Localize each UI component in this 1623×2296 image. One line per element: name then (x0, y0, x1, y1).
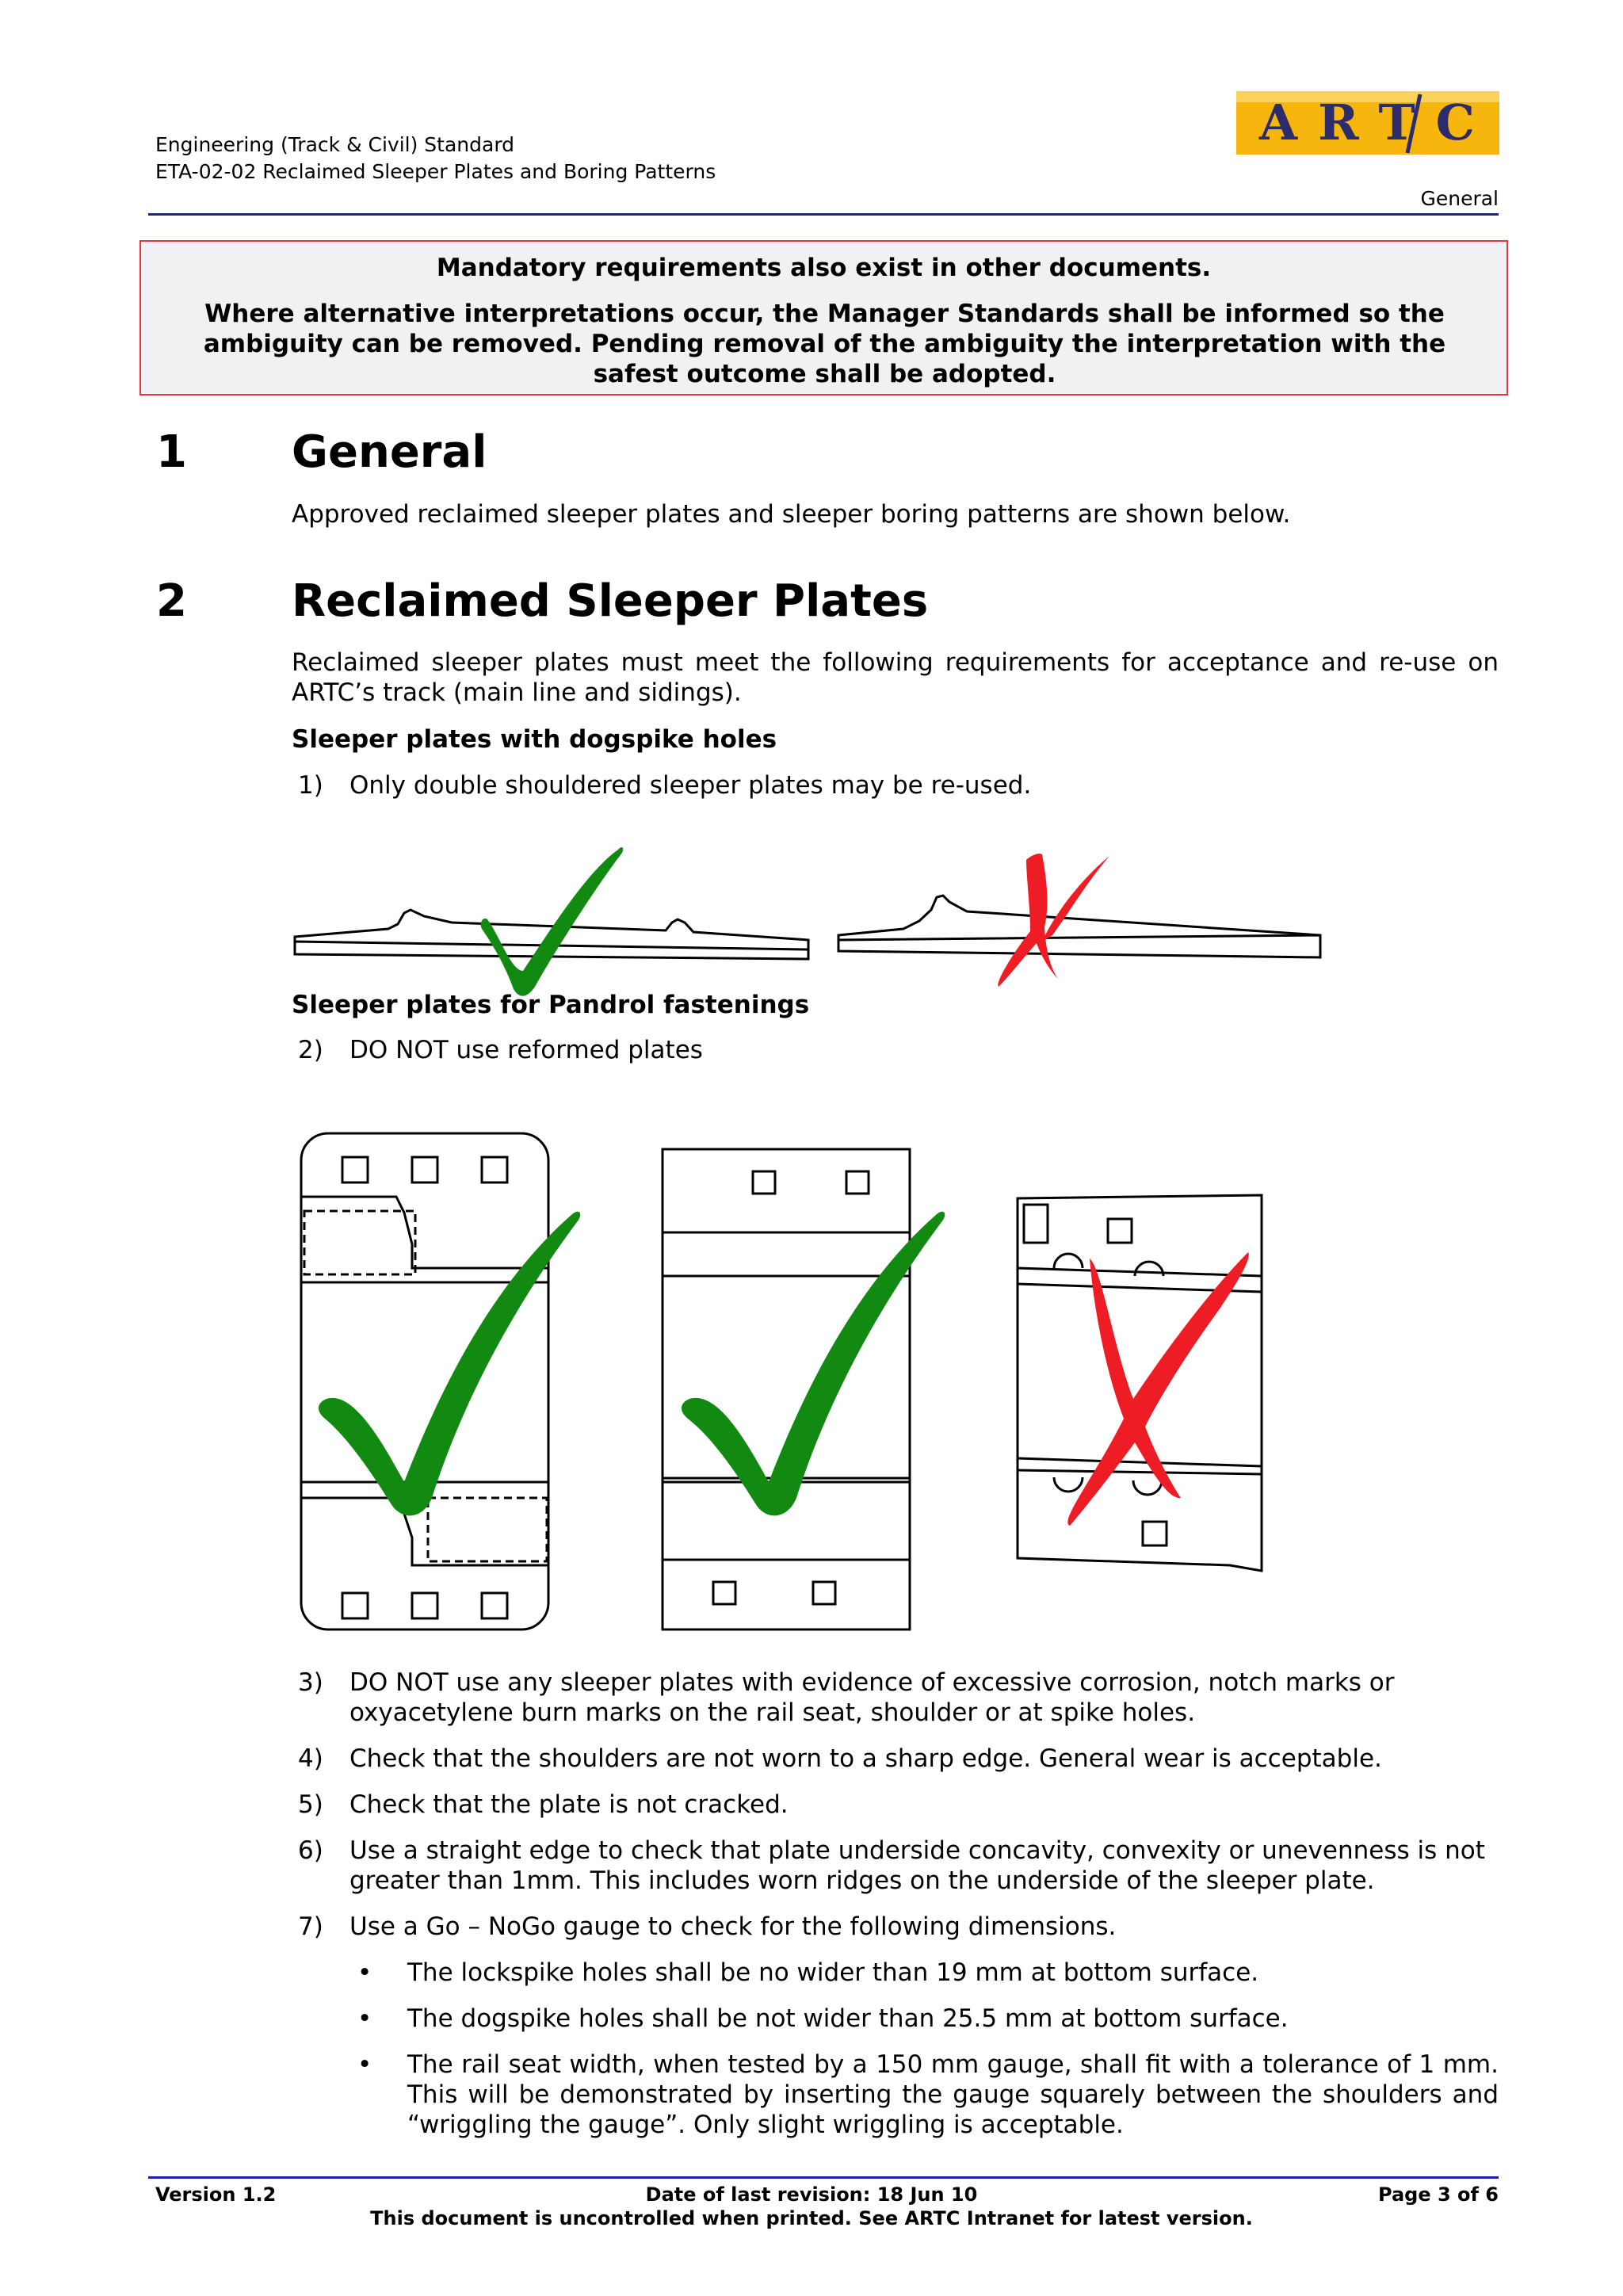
check-mark-icon (682, 1212, 945, 1516)
footer-rule (148, 2176, 1499, 2179)
item-text: Use a Go – NoGo gauge to check for the following dimensions. (349, 1912, 1117, 1941)
section-1-body: Approved reclaimed sleeper plates and sleeper boring patterns are shown below. (292, 500, 1291, 529)
pandrol-plates-figure (293, 1125, 1292, 1633)
footer-note: This document is uncontrolled when printed. See ARTC Intranet for latest version. (370, 2207, 1253, 2229)
notice-line-2: Where alternative interpretations occur, the Manager Standards shall be informed so the ambiguity can be removed. Pending removal of the ambiguity the interpretation with the safest outcome shall be adopted. (203, 300, 1446, 388)
item-text: Use a straight edge to check that plate underside concavity, convexity or unevenness is not greater than 1mm. This includes worn ridges on the underside of the sleeper plate. (349, 1836, 1485, 1895)
item-text: Only double shouldered sleeper plates may be re-used. (349, 771, 1032, 800)
item-number: 5) (298, 1790, 323, 1819)
single-shoulder-plate-profile (838, 896, 1320, 957)
header-section: General (1420, 187, 1499, 210)
bullet-glyph: • (357, 2004, 372, 2033)
artc-logo (1236, 91, 1499, 155)
footer-version: Version 1.2 (155, 2183, 277, 2206)
item-text: Check that the plate is not cracked. (349, 1790, 789, 1819)
logo-text: ARTC (1258, 94, 1496, 151)
item-number: 7) (298, 1912, 323, 1941)
item-number: 3) (298, 1668, 323, 1697)
check-mark-icon (319, 1212, 580, 1516)
bullet-glyph: • (357, 2050, 372, 2079)
footer-date: Date of last revision: 18 Jun 10 (645, 2183, 978, 2206)
check-mark-icon (481, 847, 624, 996)
section-1-number: 1 (156, 426, 187, 478)
item-number: 6) (298, 1836, 323, 1865)
cross-mark-icon (1067, 1252, 1248, 1526)
item-text: Check that the shoulders are not worn to a sharp edge. General wear is acceptable. (349, 1744, 1382, 1773)
bullet-text: The rail seat width, when tested by a 150 mm gauge, shall fit with a tolerance of 1 mm. This will be demonstrated by inserting the gauge squarely between the shoulders and “wriggling the gauge”. Only slight wriggling is acceptable. (407, 2050, 1499, 2139)
bullet-glyph: • (357, 1958, 372, 1987)
subheading-dogspike: Sleeper plates with dogspike holes (292, 725, 777, 754)
item-number: 4) (298, 1744, 323, 1773)
header-standard: Engineering (Track & Civil) Standard (155, 133, 515, 156)
item-number: 1) (298, 771, 323, 800)
bullet-text: The dogspike holes shall be not wider than 25.5 mm at bottom surface. (407, 2004, 1289, 2033)
pandrol-plate-original (301, 1133, 548, 1629)
section-1-title: General (292, 426, 487, 478)
header-document-title: ETA-02-02 Reclaimed Sleeper Plates and Boring Patterns (155, 160, 716, 183)
header-rule (148, 213, 1499, 216)
pandrol-plate-standard (663, 1149, 910, 1629)
mandatory-notice (139, 240, 1508, 395)
bullet-text: The lockspike holes shall be no wider than 19 mm at bottom surface. (407, 1958, 1259, 1987)
item-text: DO NOT use reformed plates (349, 1036, 703, 1064)
section-2-intro: Reclaimed sleeper plates must meet the following requirements for acceptance and re-use on ARTC’s track (main line and sidings). (292, 648, 1499, 707)
footer-page-number: Page 3 of 6 (1378, 2183, 1499, 2206)
pandrol-plate-reformed (1018, 1195, 1262, 1571)
section-2-title: Reclaimed Sleeper Plates (292, 575, 929, 627)
item-text: DO NOT use any sleeper plates with evidence of excessive corrosion, notch marks or oxyacetylene burn marks on the rail seat, shoulder or at spike holes. (349, 1668, 1395, 1727)
subheading-pandrol: Sleeper plates for Pandrol fastenings (292, 991, 810, 1019)
notice-line-1: Mandatory requirements also exist in other documents. (436, 254, 1212, 282)
section-2-number: 2 (156, 575, 187, 627)
dogspike-plate-figure (285, 840, 1331, 959)
item-number: 2) (298, 1036, 323, 1064)
